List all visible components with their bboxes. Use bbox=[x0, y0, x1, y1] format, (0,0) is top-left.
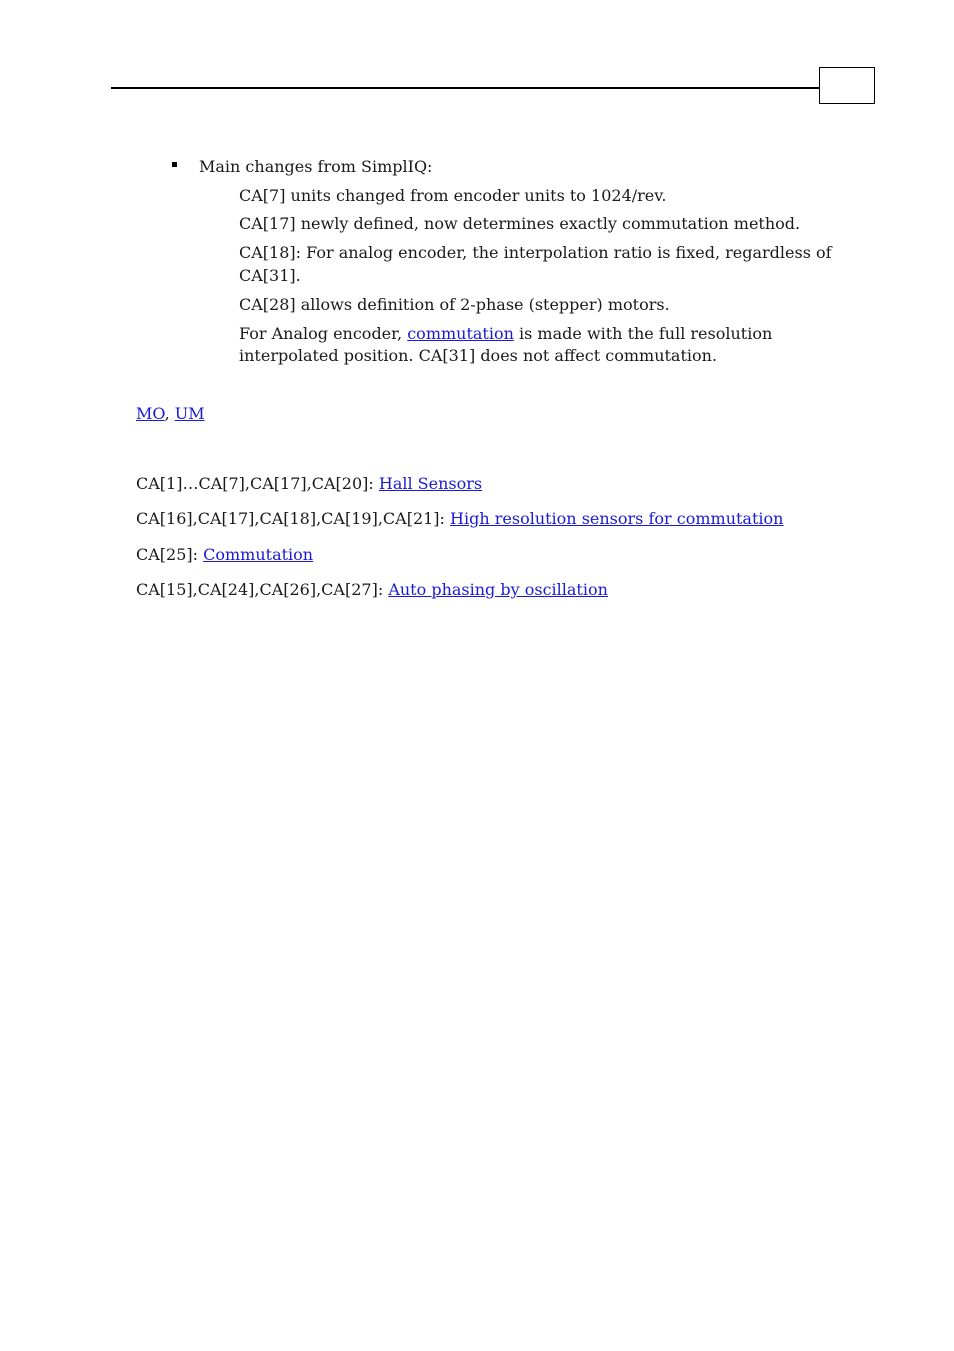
header-rule bbox=[111, 87, 820, 89]
reference-row bbox=[136, 472, 482, 495]
commutation-reference-link[interactable]: Commutation bbox=[203, 545, 314, 564]
mo-link[interactable]: MO bbox=[136, 404, 165, 423]
change-item-2: CA[17] newly defined, now determines exactly commutation method. bbox=[239, 214, 801, 233]
reference-prefix: CA[25]: bbox=[136, 545, 199, 564]
high-resolution-sensors-link[interactable]: High resolution sensors for commutation bbox=[450, 509, 784, 528]
change-item-1: CA[7] units changed from encoder units to 1024/rev. bbox=[239, 186, 667, 205]
hall-sensors-link[interactable]: Hall Sensors bbox=[378, 474, 483, 493]
changes-heading: Main changes from SimplIQ: bbox=[199, 157, 433, 176]
change-item-3: CA[18]: For analog encoder, the interpolation ratio is fixed, regardless of bbox=[239, 243, 832, 262]
reference-prefix: CA[16],CA[17],CA[18],CA[19],CA[21]: bbox=[136, 509, 445, 528]
change-item-5 bbox=[239, 322, 772, 345]
bullet-marker bbox=[172, 162, 177, 167]
change-item-5-cont: interpolated position. CA[31] does not affect commutation. bbox=[239, 346, 718, 365]
change-item-5-prefix: For Analog encoder, bbox=[239, 324, 403, 343]
page-number-box bbox=[819, 67, 875, 104]
reference-row bbox=[136, 507, 783, 530]
um-link[interactable]: UM bbox=[174, 404, 205, 423]
change-item-4: CA[28] allows definition of 2-phase (stepper) motors. bbox=[239, 295, 670, 314]
see-also-separator: , bbox=[164, 404, 170, 423]
change-item-5-suffix: is made with the full resolution bbox=[519, 324, 773, 343]
see-also-links bbox=[136, 402, 205, 425]
reference-row bbox=[136, 578, 608, 601]
auto-phasing-link[interactable]: Auto phasing by oscillation bbox=[388, 580, 608, 599]
reference-prefix: CA[15],CA[24],CA[26],CA[27]: bbox=[136, 580, 384, 599]
reference-prefix: CA[1]…CA[7],CA[17],CA[20]: bbox=[136, 474, 374, 493]
change-item-3-cont: CA[31]. bbox=[239, 266, 301, 285]
reference-row bbox=[136, 543, 313, 566]
commutation-link[interactable]: commutation bbox=[407, 324, 514, 343]
